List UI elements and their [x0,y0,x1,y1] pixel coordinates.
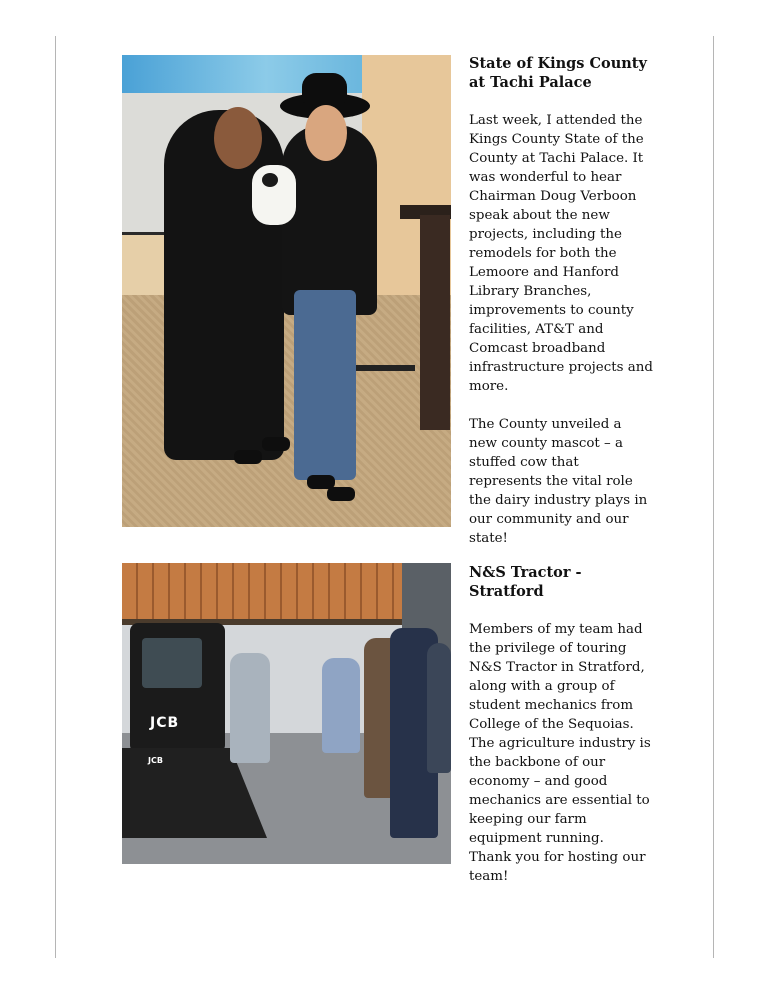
tractor-bucket-brand-text: JCB [148,756,163,765]
tractor-tour-photo [122,563,451,864]
article-paragraph: Members of my team had the privilege of touring N&S Tractor in Stratford, along with a group of student mechanics from College of the Sequoias. The agriculture industry is the backbone of our economy – and good mechanics are essential to keeping our farm equipment running. Thank you for hosting our team! [469,622,651,884]
article-ns-tractor [469,563,654,886]
kings-county-event-photo [122,55,451,527]
article-heading: State of Kings County at Tachi Palace [469,55,647,91]
article-paragraph: Last week, I attended the Kings County State of the County at Tachi Palace. It was wonderful to hear Chairman Doug Verboon speak about the new projects, including the remodels for both the Lemoore and Hanford Library Branches, improvements to county facilities, AT&T and Comcast broadband infrastructure projects and more. [469,113,653,394]
right-margin-rule [713,36,714,958]
tractor-brand-text: JCB [150,715,180,731]
left-margin-rule [55,36,56,958]
article-kings-county [469,54,654,548]
article-heading: N&S Tractor - Stratford [469,564,582,600]
article-paragraph: The County unveiled a new county mascot – a stuffed cow that represents the vital role the dairy industry plays in our community and our state! [469,417,648,546]
